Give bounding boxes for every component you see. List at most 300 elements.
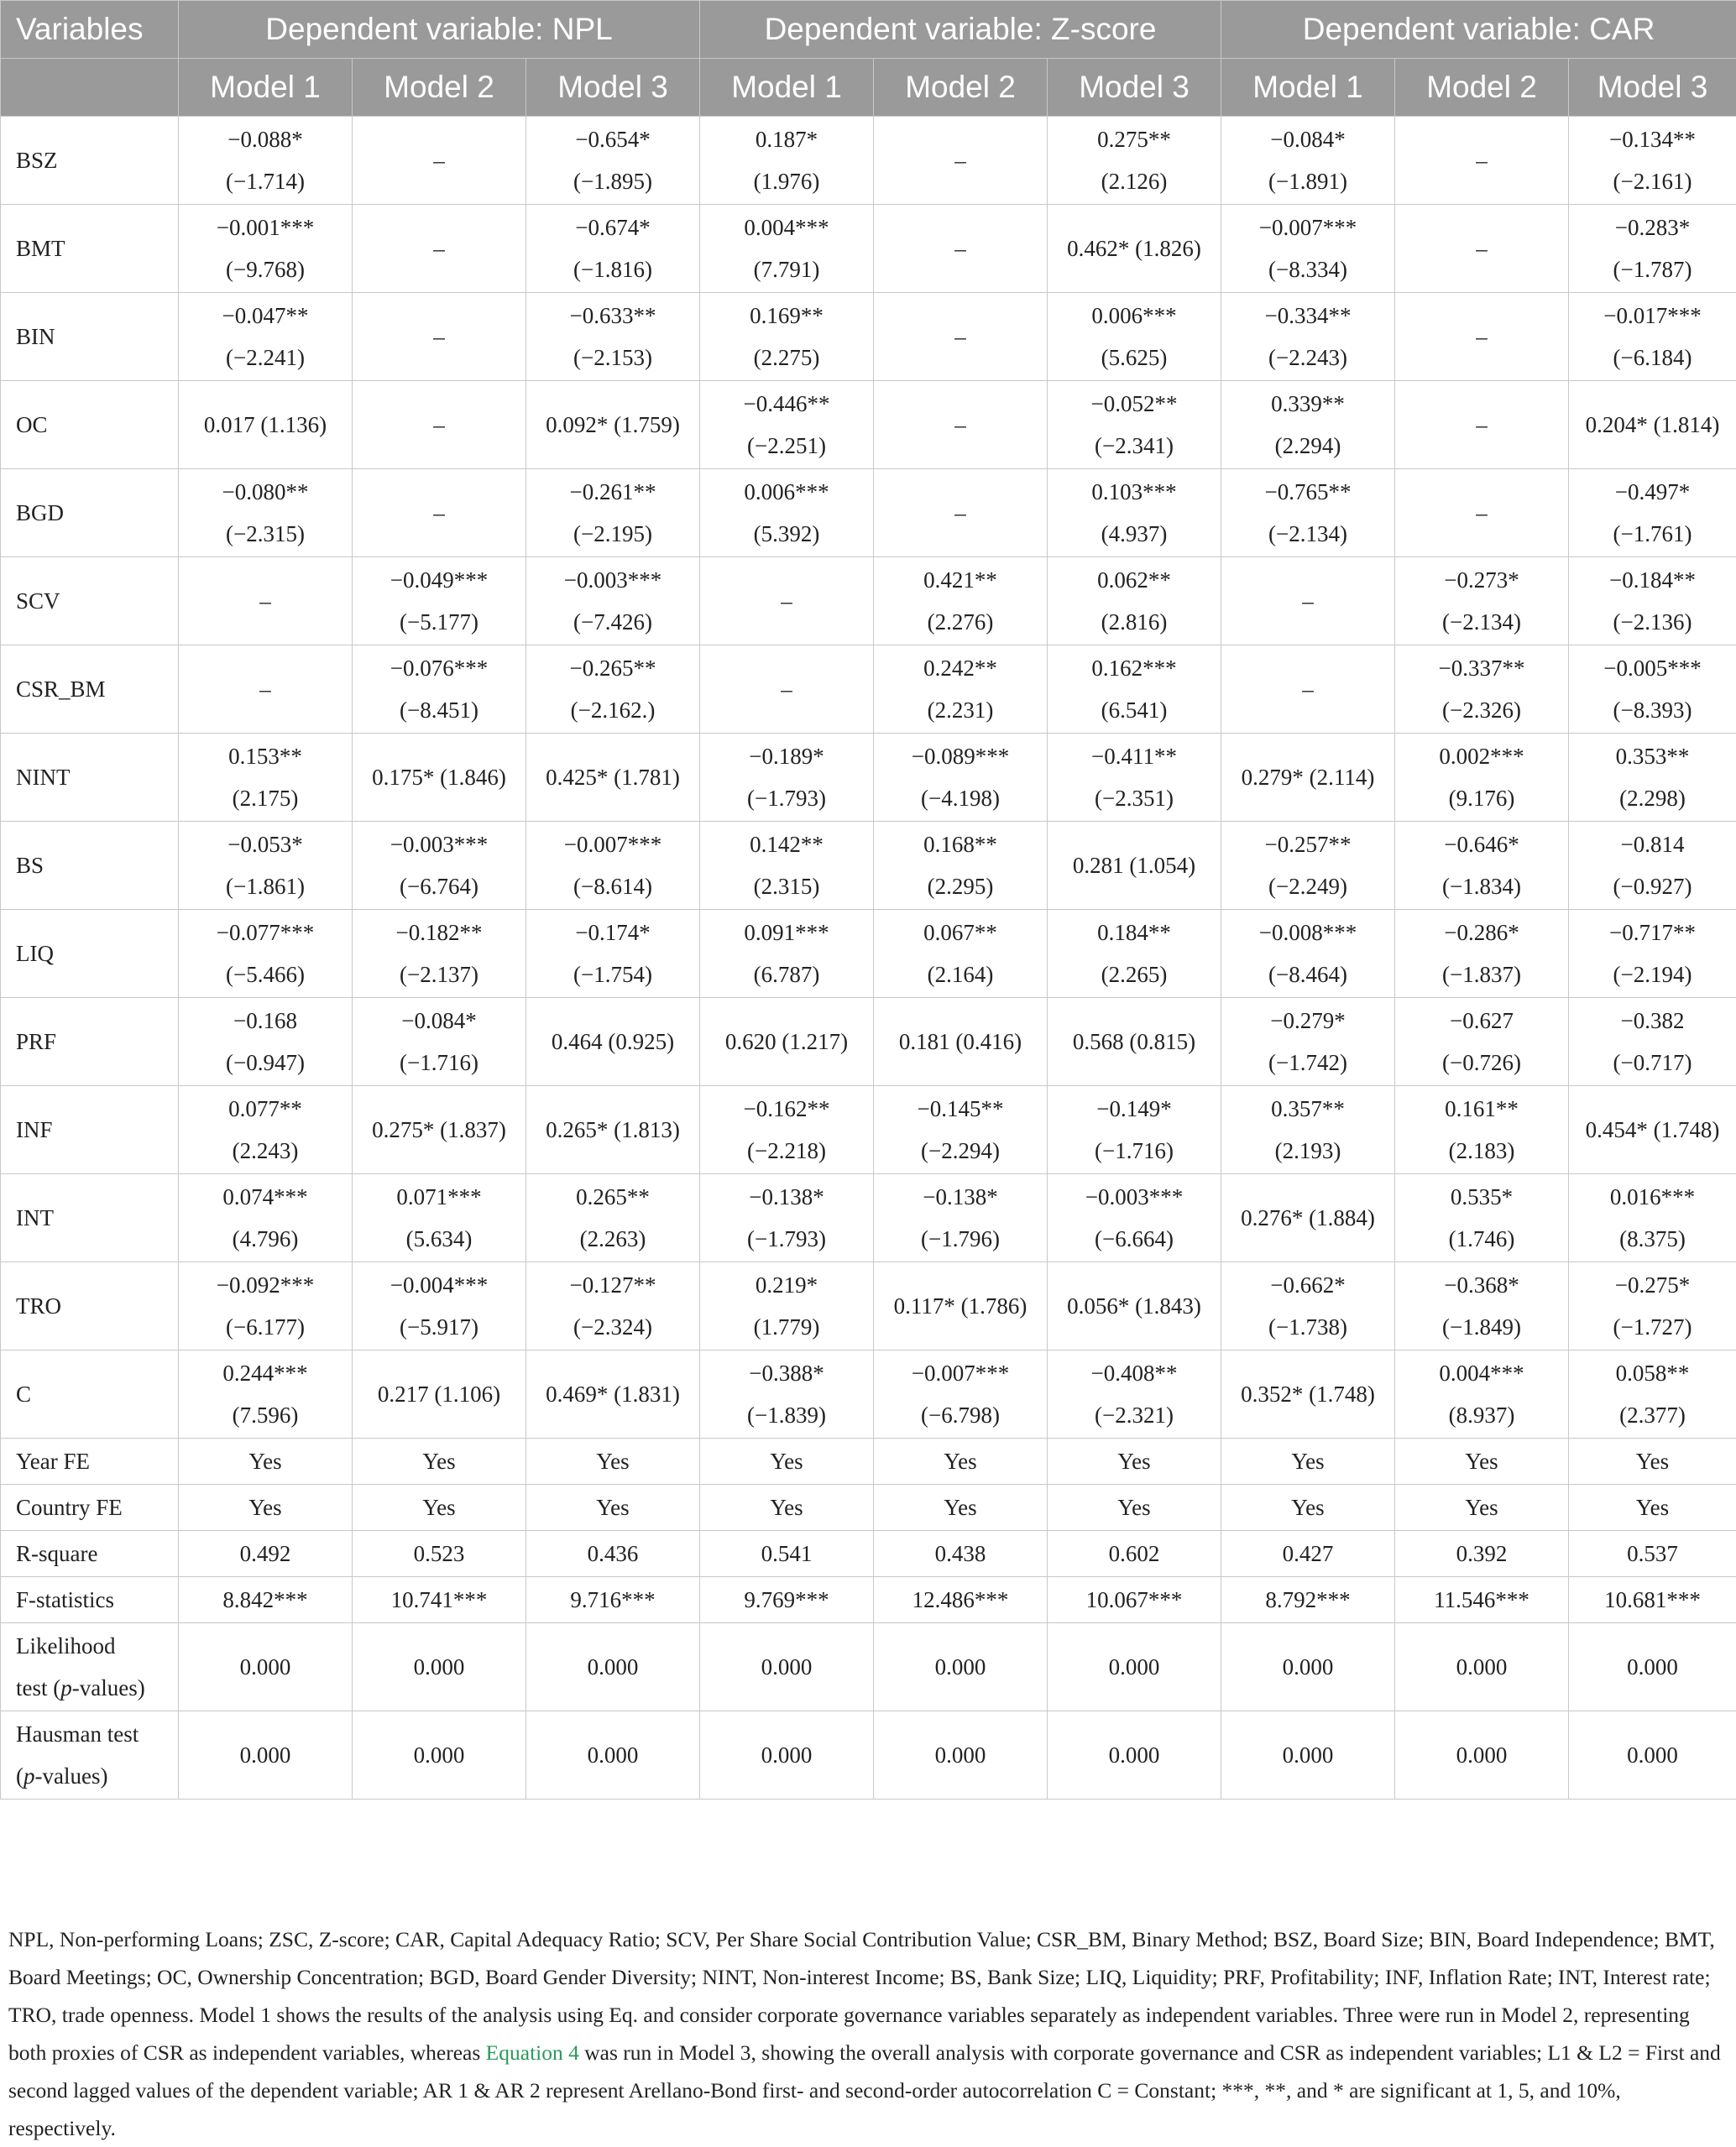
table-cell (353, 1439, 526, 1485)
coefficient: 0.091*** (707, 912, 866, 953)
coefficient: 0.620 (1.217) (707, 1021, 866, 1063)
table-cell (526, 469, 700, 557)
table-cell (353, 734, 526, 822)
table-cell (1048, 557, 1221, 645)
table-cell (179, 1439, 353, 1485)
coefficient: −0.092*** (186, 1264, 345, 1306)
t-statistic: (5.634) (359, 1218, 519, 1260)
table-row (1, 1531, 1736, 1577)
table-cell (526, 557, 700, 645)
table-cell (353, 1174, 526, 1262)
table-cell (1395, 381, 1569, 469)
coefficient: 0.103*** (1054, 471, 1214, 513)
table-row (1, 1262, 1736, 1350)
table-cell (1569, 1174, 1736, 1262)
coefficient: 0.000 (1228, 1734, 1388, 1776)
t-statistic: (−2.194) (1576, 953, 1729, 995)
coefficient: – (881, 492, 1040, 534)
t-statistic: (−2.341) (1054, 425, 1214, 467)
t-statistic: (−6.764) (359, 865, 519, 907)
coefficient: 0.353** (1576, 735, 1729, 777)
t-statistic: (5.392) (707, 513, 866, 555)
table-cell (1395, 1439, 1569, 1485)
coefficient: – (881, 139, 1040, 181)
table-cell (874, 1262, 1048, 1350)
coefficient: −0.411** (1054, 735, 1214, 777)
table-cell (700, 734, 874, 822)
t-statistic: (2.315) (707, 865, 866, 907)
t-statistic: (−1.849) (1402, 1306, 1561, 1348)
coefficient: 0.168** (881, 823, 1040, 865)
coefficient: 0.392 (1402, 1533, 1561, 1575)
table-cell (700, 1350, 874, 1439)
table-row (1, 645, 1736, 734)
table-row (1, 734, 1736, 822)
table-cell (1395, 469, 1569, 557)
table-cell (1221, 469, 1395, 557)
table-cell (353, 205, 526, 293)
t-statistic: (−7.426) (533, 601, 693, 643)
table-cell (874, 293, 1048, 381)
coefficient: – (186, 580, 345, 622)
t-statistic: (−4.198) (881, 777, 1040, 819)
coefficient: −0.717** (1576, 912, 1729, 953)
table-cell (1221, 1577, 1395, 1623)
table-row (1, 1350, 1736, 1439)
coefficient: 10.067*** (1054, 1579, 1214, 1621)
table-cell (526, 1174, 700, 1262)
t-statistic: (−8.464) (1228, 953, 1388, 995)
coefficient: 0.219* (707, 1264, 866, 1306)
t-statistic: (−2.315) (186, 513, 345, 555)
table-cell (1395, 998, 1569, 1086)
coefficient: −0.088* (186, 118, 345, 160)
row-label-italic: p (60, 1675, 72, 1700)
table-cell (526, 1531, 700, 1577)
t-statistic: (−2.153) (533, 337, 693, 379)
table-row (1, 205, 1736, 293)
coefficient: 0.279* (2.114) (1228, 756, 1388, 798)
table-cell (1569, 998, 1736, 1086)
coefficient: 0.058** (1576, 1352, 1729, 1394)
t-statistic: (2.231) (881, 689, 1040, 731)
table-header (1, 1, 1736, 117)
t-statistic: (1.976) (707, 160, 866, 202)
coefficient: 0.217 (1.106) (359, 1373, 519, 1415)
table-body (1, 117, 1736, 1800)
row-label: SCV (1, 557, 179, 645)
coefficient: 8.792*** (1228, 1579, 1388, 1621)
table-cell (353, 117, 526, 205)
group-header-npl: Dependent variable: NPL (179, 1, 700, 59)
table-row (1, 822, 1736, 910)
table-row (1, 469, 1736, 557)
table-cell (353, 822, 526, 910)
coefficient: Yes (1228, 1486, 1388, 1528)
table-cell (353, 1711, 526, 1800)
table-cell (179, 1485, 353, 1531)
t-statistic: (−9.768) (186, 248, 345, 290)
coefficient: −0.168 (186, 1000, 345, 1042)
table-cell (874, 205, 1048, 293)
table-cell (1048, 1174, 1221, 1262)
table-cell (1569, 645, 1736, 734)
coefficient: Yes (533, 1440, 693, 1482)
table-cell (874, 1711, 1048, 1800)
table-cell (179, 1174, 353, 1262)
coefficient: −0.814 (1576, 823, 1729, 865)
coefficient: 0.153** (186, 735, 345, 777)
table-cell (1569, 1262, 1736, 1350)
model-header: Model 3 (1569, 59, 1736, 117)
coefficient: 0.492 (186, 1533, 345, 1575)
coefficient: 0.244*** (186, 1352, 345, 1394)
t-statistic: (2.164) (881, 953, 1040, 995)
coefficient: 0.092* (1.759) (533, 404, 693, 446)
coefficient: Yes (1054, 1486, 1214, 1528)
coefficient: 0.000 (1576, 1734, 1729, 1776)
model-header: Model 3 (526, 59, 700, 117)
row-label (1, 1623, 179, 1711)
table-cell (874, 1439, 1048, 1485)
coefficient: – (359, 492, 519, 534)
t-statistic: (7.596) (186, 1394, 345, 1436)
table-row (1, 998, 1736, 1086)
table-cell (353, 1350, 526, 1439)
coefficient: 0.181 (0.416) (881, 1021, 1040, 1063)
table-cell (700, 469, 874, 557)
coefficient: 0.162*** (1054, 647, 1214, 689)
table-cell (1395, 293, 1569, 381)
coefficient: – (359, 227, 519, 269)
coefficient: −0.174* (533, 912, 693, 953)
coefficient: −0.674* (533, 206, 693, 248)
coefficient: 0.000 (359, 1734, 519, 1776)
table-cell (353, 1262, 526, 1350)
table-cell (874, 1485, 1048, 1531)
table-row (1, 1439, 1736, 1485)
table-cell (1048, 1262, 1221, 1350)
row-label: BIN (1, 293, 179, 381)
coefficient: −0.017*** (1576, 295, 1729, 337)
table-cell (1569, 1531, 1736, 1577)
t-statistic: (−5.466) (186, 953, 345, 995)
coefficient: 0.537 (1576, 1533, 1729, 1575)
row-label: CSR_BM (1, 645, 179, 734)
table-cell (1569, 1577, 1736, 1623)
table-cell (700, 205, 874, 293)
coefficient: 0.000 (1402, 1646, 1561, 1688)
coefficient: 0.002*** (1402, 735, 1561, 777)
coefficient: Yes (1228, 1440, 1388, 1482)
table-cell (526, 1711, 700, 1800)
table-cell (179, 557, 353, 645)
t-statistic: (−1.793) (707, 1218, 866, 1260)
t-statistic: (2.193) (1228, 1130, 1388, 1172)
t-statistic: (−1.793) (707, 777, 866, 819)
t-statistic: (8.375) (1576, 1218, 1729, 1260)
coefficient: 0.117* (1.786) (881, 1285, 1040, 1327)
t-statistic: (−2.162.) (533, 689, 693, 731)
coefficient: Yes (1402, 1440, 1561, 1482)
coefficient: – (186, 668, 345, 710)
row-label: BGD (1, 469, 179, 557)
row-label: BSZ (1, 117, 179, 205)
coefficient: – (881, 227, 1040, 269)
model-header: Model 1 (1221, 59, 1395, 117)
coefficient: 0.000 (1228, 1646, 1388, 1688)
table-cell (1395, 1086, 1569, 1174)
coefficient: −0.446** (707, 383, 866, 425)
row-label: Country FE (1, 1485, 179, 1531)
table-row (1, 557, 1736, 645)
table-row (1, 381, 1736, 469)
t-statistic: (1.779) (707, 1306, 866, 1348)
coefficient: Yes (359, 1486, 519, 1528)
t-statistic: (−1.895) (533, 160, 693, 202)
table-cell (1221, 998, 1395, 1086)
table-cell (700, 381, 874, 469)
table-cell (700, 557, 874, 645)
row-label-line (16, 1755, 171, 1797)
t-statistic: (5.625) (1054, 337, 1214, 379)
table-cell (1048, 1350, 1221, 1439)
t-statistic: (6.541) (1054, 689, 1214, 731)
table-cell (353, 1577, 526, 1623)
row-label: PRF (1, 998, 179, 1086)
coefficient: Yes (186, 1440, 345, 1482)
coefficient: Yes (881, 1486, 1040, 1528)
table-cell (353, 293, 526, 381)
coefficient: 0.161** (1402, 1088, 1561, 1130)
coefficient: 0.436 (533, 1533, 693, 1575)
coefficient: 0.541 (707, 1533, 866, 1575)
t-statistic: (−1.839) (707, 1394, 866, 1436)
notes-text-2: was run in Model 3, showing the overall analysis with corporate governance and CSR as independent variables; L1 & L2 = First and second lagged values of the dependent variable; AR 1 & AR 2 represent Arellano-Bond first- and second-order autocorrelation C = Constant; ***, **, and * are significant at 1, 5, and 10%, respectively. (8, 2040, 1721, 2140)
coefficient: 0.000 (707, 1734, 866, 1776)
table-cell (1221, 1531, 1395, 1577)
table-row (1, 1174, 1736, 1262)
t-statistic: (−0.717) (1576, 1042, 1729, 1084)
table-cell (1569, 1439, 1736, 1485)
t-statistic: (−8.614) (533, 865, 693, 907)
table-cell (1395, 1485, 1569, 1531)
table-cell (700, 1485, 874, 1531)
coefficient: 0.339** (1228, 383, 1388, 425)
model-header: Model 2 (874, 59, 1048, 117)
coefficient: 0.017 (1.136) (186, 404, 345, 446)
coefficient: 0.523 (359, 1533, 519, 1575)
table-cell (526, 117, 700, 205)
table-cell (179, 1262, 353, 1350)
coefficient: 0.421** (881, 559, 1040, 601)
table-cell (1048, 1439, 1221, 1485)
row-label (1, 1711, 179, 1800)
table-cell (700, 1439, 874, 1485)
table-cell (1221, 1174, 1395, 1262)
table-cell (526, 998, 700, 1086)
coefficient: −0.084* (359, 1000, 519, 1042)
row-label: Year FE (1, 1439, 179, 1485)
table-cell (1395, 117, 1569, 205)
t-statistic: (−1.754) (533, 953, 693, 995)
t-statistic: (−1.727) (1576, 1306, 1729, 1348)
coefficient: 0.275** (1054, 118, 1214, 160)
coefficient: – (359, 139, 519, 181)
model-header: Model 1 (700, 59, 874, 117)
table-row (1, 293, 1736, 381)
coefficient: 0.175* (1.846) (359, 756, 519, 798)
coefficient: 0.000 (533, 1734, 693, 1776)
table-cell (1221, 1485, 1395, 1531)
coefficient: −0.007*** (1228, 206, 1388, 248)
table-cell (1395, 205, 1569, 293)
table-notes (0, 1920, 1729, 2147)
table-cell (1569, 734, 1736, 822)
t-statistic: (−2.134) (1402, 601, 1561, 643)
coefficient: 0.016*** (1576, 1176, 1729, 1218)
coefficient: Yes (707, 1486, 866, 1528)
coefficient: 0.535* (1402, 1176, 1561, 1218)
table-cell (1221, 557, 1395, 645)
t-statistic: (−1.861) (186, 865, 345, 907)
coefficient: 0.276* (1.884) (1228, 1197, 1388, 1239)
table-cell (179, 645, 353, 734)
table-cell (874, 557, 1048, 645)
coefficient: −0.497* (1576, 471, 1729, 513)
table-cell (1048, 998, 1221, 1086)
table-cell (353, 381, 526, 469)
coefficient: – (1402, 139, 1561, 181)
t-statistic: (7.791) (707, 248, 866, 290)
t-statistic: (4.937) (1054, 513, 1214, 555)
coefficient: −0.765** (1228, 471, 1388, 513)
t-statistic: (2.294) (1228, 425, 1388, 467)
coefficient: −0.003*** (1054, 1176, 1214, 1218)
table-cell (179, 1086, 353, 1174)
coefficient: −0.662* (1228, 1264, 1388, 1306)
t-statistic: (2.183) (1402, 1130, 1561, 1172)
coefficient: 0.006*** (1054, 295, 1214, 337)
table-cell (874, 1623, 1048, 1711)
coefficient: 0.000 (533, 1646, 693, 1688)
table-row (1, 1623, 1736, 1711)
table-cell (179, 1577, 353, 1623)
coefficient: 0.425* (1.781) (533, 756, 693, 798)
table-cell (1221, 822, 1395, 910)
t-statistic: (−2.294) (881, 1130, 1040, 1172)
coefficient: – (1402, 227, 1561, 269)
coefficient: Yes (1402, 1486, 1561, 1528)
coefficient: 0.438 (881, 1533, 1040, 1575)
coefficient: – (707, 668, 866, 710)
t-statistic: (6.787) (707, 953, 866, 995)
table-cell (1048, 1086, 1221, 1174)
table-cell (526, 1262, 700, 1350)
table-cell (1221, 381, 1395, 469)
group-header-zscore: Dependent variable: Z-score (700, 1, 1221, 59)
coefficient: −0.189* (707, 735, 866, 777)
table-cell (700, 1623, 874, 1711)
table-cell (526, 645, 700, 734)
table-cell (353, 998, 526, 1086)
t-statistic: (−1.837) (1402, 953, 1561, 995)
coefficient: 0.462* (1.826) (1054, 227, 1214, 269)
coefficient: – (359, 404, 519, 446)
model-header: Model 2 (353, 59, 526, 117)
model-header: Model 3 (1048, 59, 1221, 117)
table-cell (1569, 469, 1736, 557)
table-cell (874, 1577, 1048, 1623)
table-cell (1221, 734, 1395, 822)
table-cell (700, 1086, 874, 1174)
table-cell (1395, 734, 1569, 822)
table-cell (526, 1577, 700, 1623)
coefficient: 0.004*** (707, 206, 866, 248)
table-cell (1569, 1485, 1736, 1531)
row-label-part: ( (16, 1763, 24, 1789)
table-cell (1221, 205, 1395, 293)
table-cell (1569, 205, 1736, 293)
t-statistic: (−2.241) (186, 337, 345, 379)
t-statistic: (2.275) (707, 337, 866, 379)
table-cell (1048, 469, 1221, 557)
coefficient: 0.187* (707, 118, 866, 160)
coefficient: 8.842*** (186, 1579, 345, 1621)
coefficient: −0.646* (1402, 823, 1561, 865)
coefficient: −0.283* (1576, 206, 1729, 248)
coefficient: −0.052** (1054, 383, 1214, 425)
coefficient: −0.368* (1402, 1264, 1561, 1306)
t-statistic: (−2.161) (1576, 160, 1729, 202)
coefficient: −0.382 (1576, 1000, 1729, 1042)
table-cell (526, 1485, 700, 1531)
table-cell (1221, 1262, 1395, 1350)
table-cell (179, 1531, 353, 1577)
t-statistic: (9.176) (1402, 777, 1561, 819)
table-cell (179, 910, 353, 998)
table-cell (874, 645, 1048, 734)
coefficient: – (1228, 668, 1388, 710)
t-statistic: (2.265) (1054, 953, 1214, 995)
coefficient: 0.074*** (186, 1176, 345, 1218)
t-statistic: (−2.324) (533, 1306, 693, 1348)
table-cell (353, 1623, 526, 1711)
t-statistic: (2.298) (1576, 777, 1729, 819)
table-cell (1395, 1711, 1569, 1800)
table-cell (1569, 1711, 1736, 1800)
coefficient: 0.062** (1054, 559, 1214, 601)
coefficient: −0.286* (1402, 912, 1561, 953)
coefficient: −0.162** (707, 1088, 866, 1130)
group-header-car: Dependent variable: CAR (1221, 1, 1736, 59)
table-cell (179, 205, 353, 293)
equation-4-link[interactable]: Equation 4 (486, 2040, 579, 2065)
coefficient: 0.000 (707, 1646, 866, 1688)
table-cell (179, 1350, 353, 1439)
coefficient: 0.242** (881, 647, 1040, 689)
coefficient: −0.001*** (186, 206, 345, 248)
coefficient: Yes (359, 1440, 519, 1482)
coefficient: Yes (1576, 1440, 1729, 1482)
coefficient: – (1402, 404, 1561, 446)
coefficient: 0.454* (1.748) (1576, 1109, 1729, 1151)
row-label: R-square (1, 1531, 179, 1577)
row-label: F-statistics (1, 1577, 179, 1623)
table-cell (1569, 117, 1736, 205)
coefficient: −0.279* (1228, 1000, 1388, 1042)
table-cell (874, 734, 1048, 822)
